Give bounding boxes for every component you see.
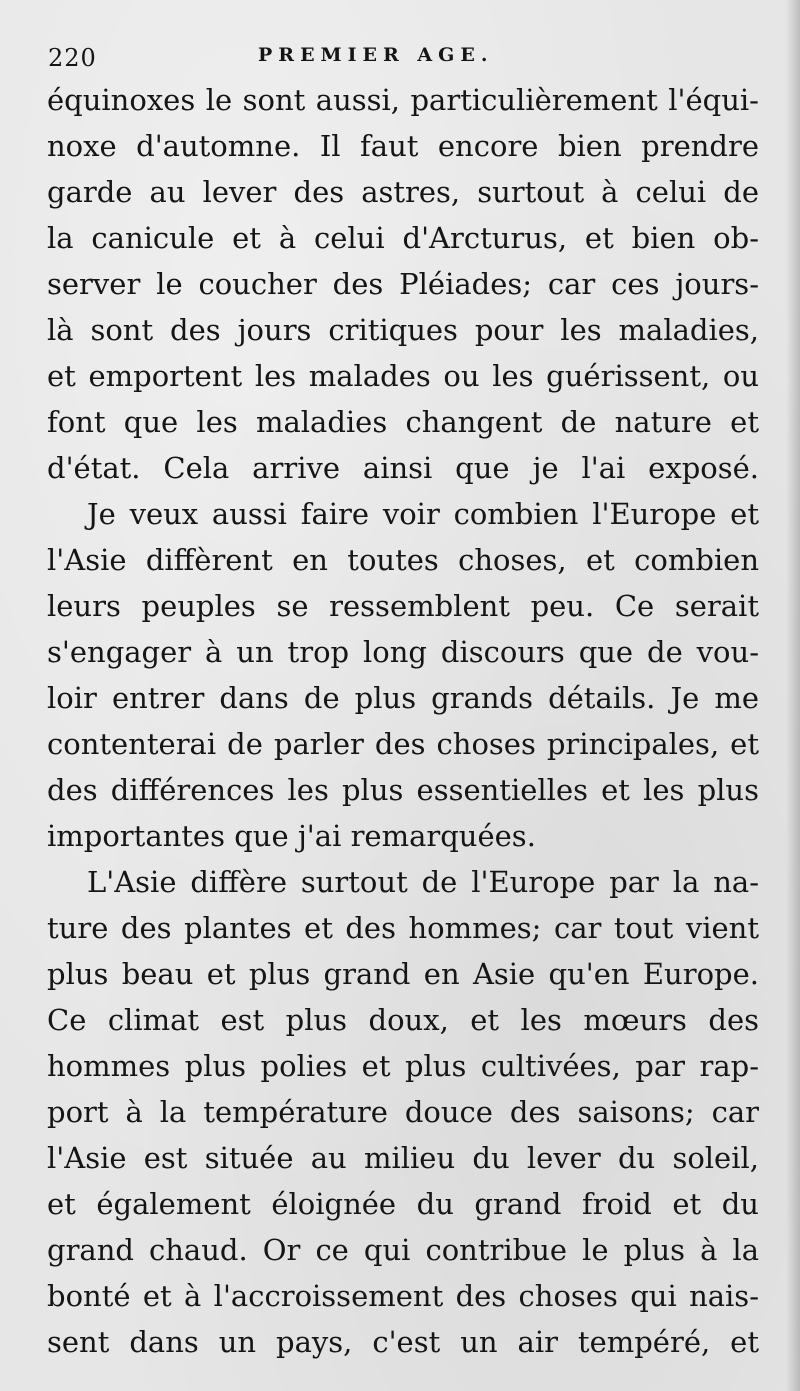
text-line: contenterai de parler des choses principales, et bbox=[47, 727, 759, 761]
text-line: loir entrer dans de plus grands détails. Je me bbox=[47, 681, 759, 715]
text-line: la canicule et à celui d'Arcturus, et bien ob- bbox=[47, 221, 759, 255]
text-line: ture des plantes et des hommes; car tout vient bbox=[47, 911, 759, 945]
text-line: là sont des jours critiques pour les maladies, bbox=[47, 313, 759, 347]
text-line: port à la température douce des saisons; car bbox=[47, 1095, 759, 1129]
text-line: grand chaud. Or ce qui contribue le plus à la bbox=[47, 1233, 759, 1267]
text-line: et également éloignée du grand froid et du bbox=[47, 1187, 759, 1221]
text-line: font que les maladies changent de nature et bbox=[47, 405, 759, 439]
text-line: Ce climat est plus doux, et les mœurs des bbox=[47, 1003, 759, 1037]
text-line: s'engager à un trop long discours que de vou- bbox=[47, 635, 759, 669]
text-line: d'état. Cela arrive ainsi que je l'ai exposé. bbox=[47, 451, 759, 485]
text-line: noxe d'automne. Il faut encore bien prendre bbox=[47, 129, 759, 163]
text-line: l'Asie diffèrent en toutes choses, et combien bbox=[47, 543, 759, 577]
text-line: sent dans un pays, c'est un air tempéré, et bbox=[47, 1325, 759, 1359]
text-line: bonté et à l'accroissement des choses qui nais- bbox=[47, 1279, 759, 1313]
running-title: PREMIER AGE. bbox=[258, 44, 494, 66]
text-line: leurs peuples se ressemblent peu. Ce serait bbox=[47, 589, 759, 623]
page-number: 220 bbox=[48, 44, 97, 72]
paragraph-first-line: L'Asie diffère surtout de l'Europe par la na- bbox=[87, 865, 759, 899]
text-line: garde au lever des astres, surtout à celui de bbox=[47, 175, 759, 209]
page-header bbox=[48, 40, 748, 80]
text-line: et emportent les malades ou les guérissent, ou bbox=[47, 359, 759, 393]
text-line: server le coucher des Pléiades; car ces jours- bbox=[47, 267, 759, 301]
text-line: équinoxes le sont aussi, particulièrement l'équi- bbox=[47, 83, 759, 117]
text-line: des différences les plus essentielles et les plus bbox=[47, 773, 759, 807]
text-line: hommes plus polies et plus cultivées, par rap- bbox=[47, 1049, 759, 1083]
text-line: importantes que j'ai remarquées. bbox=[47, 819, 536, 853]
text-line: plus beau et plus grand en Asie qu'en Europe. bbox=[47, 957, 759, 991]
paragraph-first-line: Je veux aussi faire voir combien l'Europe et bbox=[87, 497, 759, 531]
text-line: l'Asie est située au milieu du lever du soleil, bbox=[47, 1141, 759, 1175]
page-edge-shadow bbox=[786, 0, 800, 1391]
